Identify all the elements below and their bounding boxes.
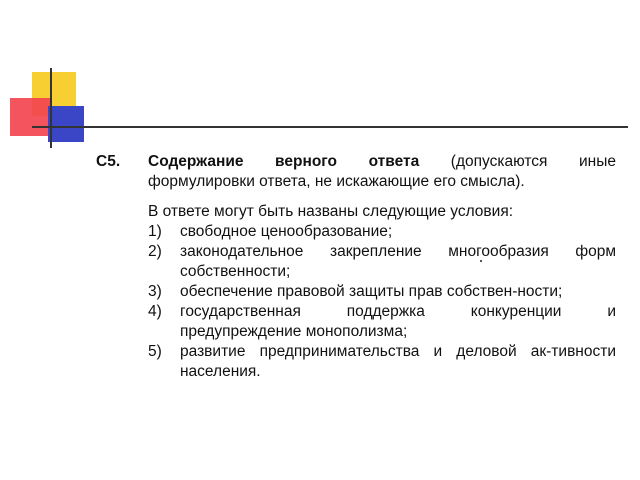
decor-vertical-line bbox=[50, 68, 52, 148]
item-text: развитие предпринимательства и деловой ак-тивности населения. bbox=[180, 343, 616, 380]
list-item bbox=[148, 222, 616, 242]
intro-text: В ответе могут быть названы следующие условия: bbox=[148, 203, 514, 220]
item-number: 2) bbox=[148, 243, 162, 260]
item-number: 5) bbox=[148, 343, 162, 360]
heading-bold: Содержание верного ответа bbox=[148, 153, 420, 170]
list-item bbox=[148, 342, 616, 382]
decor-red-square bbox=[10, 98, 50, 136]
answer-heading bbox=[148, 152, 616, 192]
heading-rest: (допускаются иные формулировки ответа, не искажающие его смысла). bbox=[148, 153, 616, 190]
answer-content bbox=[96, 152, 616, 382]
item-number: 4) bbox=[148, 303, 162, 320]
task-number: С5. bbox=[96, 153, 121, 170]
item-text: законодательное закрепление многообразия форм собственности; bbox=[180, 243, 616, 280]
list-item bbox=[148, 282, 616, 302]
item-number: 3) bbox=[148, 283, 162, 300]
item-number: 1) bbox=[148, 223, 162, 240]
item-text: обеспечение правовой защиты прав собствен-ности; bbox=[180, 283, 563, 300]
decor-horizontal-rule bbox=[32, 126, 628, 128]
conditions-list bbox=[96, 222, 616, 382]
item-text: свободное ценообразование; bbox=[180, 223, 393, 240]
item-text: государственная поддержка конкуренции и предупреждение монополизма; bbox=[180, 303, 616, 340]
decor-blue-square bbox=[48, 106, 84, 142]
list-item bbox=[148, 242, 616, 282]
answer-header bbox=[96, 152, 616, 192]
list-item bbox=[148, 302, 616, 342]
